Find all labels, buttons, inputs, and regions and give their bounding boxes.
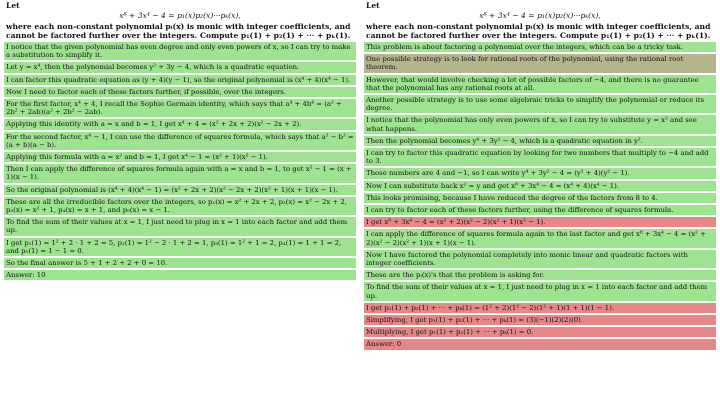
solution-step-correct: Now I need to factor each of these factors further, if possible, over the integers. (4, 87, 356, 97)
solution-step-correct: Now I have factored the polynomial completely into monic linear and quadratic factors with integer coefficients. (364, 250, 716, 268)
solution-step-correct: I can try to factor this quadratic equation by looking for two numbers that multiply to −4 and add to 3. (364, 148, 716, 166)
solution-step-correct: Let y = x⁴, then the polynomial becomes y² + 3y − 4, which is a quadratic equation. (4, 62, 356, 72)
solution-step-correct: However, that would involve checking a lot of possible factors of −4, and there is no guarantee that the polynomial has any rational roots at all. (364, 75, 716, 93)
solution-step-incorrect: Simplifying, I get p₁(1) + p₂(1) + ··· + pₖ(1) = (3)(−1)(2)(2)(0). (364, 315, 716, 325)
solution-step-correct: For the first factor, x⁴ + 4, I recall the Sophie Germain identity, which says that a⁴ + 4b⁴ = (a² + 2b² + 2ab)(a² + 2b² − 2ab). (4, 99, 356, 117)
solution-step-correct: This looks promising, because I have reduced the degree of the factors from 8 to 4. (364, 193, 716, 203)
solution-step-correct: To find the sum of their values at x = 1, I just need to plug in x = 1 into each factor and add them up. (364, 282, 716, 300)
solution-step-correct: I get p₁(1) = 1² + 2 · 1 + 2 = 5, p₂(1) = 1² − 2 · 1 + 2 = 1, p₃(1) = 1² + 1 = 2, p₄(1) = 1 + 1 = 2, and p₅(1) = 1 − 1 = 0. (4, 238, 356, 256)
solution-step-correct: Then I can apply the difference of squares formula again with a = x and b = 1, to get x² − 1 = (x + 1)(x − 1). (4, 164, 356, 182)
solution-step-correct: To find the sum of their values at x = 1, I just need to plug in x = 1 into each factor and add them up. (4, 217, 356, 235)
solution-step-incorrect: I get p₁(1) + p₂(1) + ··· + pₖ(1) = (1² + 2)(1² − 2)(1² + 1)(1 + 1)(1 − 1). (364, 303, 716, 313)
problem-statement (4, 0, 356, 40)
solution-step-correct: I notice that the polynomial has only even powers of x, so I can try to substitute y = x² and see what happens. (364, 115, 716, 133)
problem-text: where each non-constant polynomial pᵢ(x) is monic with integer coefficients, and cannot be factored further over the integers. Compute p₁(1) + p₂(1) + ··· + pₖ(1). (6, 22, 351, 40)
solution-step-correct: Answer: 10 (4, 270, 356, 280)
solution-step-correct: This problem is about factoring a polynomial over the integers, which can be a tricky task. (364, 42, 716, 52)
solution-step-incorrect: Multiplying, I get p₁(1) + p₂(1) + ··· + pₖ(1) = 0. (364, 327, 716, 337)
solution-step-incorrect: Answer: 0 (364, 339, 716, 349)
solution-step-correct: So the original polynomial is (x⁴ + 4)(x⁴ − 1) = (x² + 2x + 2)(x² − 2x + 2)(x² + 1)(x + 1)(x − 1). (4, 185, 356, 195)
right-solution-column (364, 0, 716, 352)
problem-label: Let (6, 1, 20, 10)
solution-step-correct: I can factor this quadratic equation as (y + 4)(y − 1), so the original polynomial is (x⁴ + 4)(x⁴ − 1). (4, 75, 356, 85)
solution-steps (4, 42, 356, 280)
solution-step-correct: So the final answer is 5 + 1 + 2 + 2 + 0 = 10. (4, 258, 356, 268)
solution-steps (364, 42, 716, 350)
problem-equation: x⁸ + 3x⁴ − 4 = p₁(x)p₂(x)···pₖ(x), (119, 11, 241, 20)
solution-step-correct: Applying this identity with a = x and b = 1, I get x⁴ + 4 = (x² + 2x + 2)(x² − 2x + 2). (4, 119, 356, 129)
problem-equation: x⁸ + 3x⁴ − 4 = p₁(x)p₂(x)···pₖ(x), (479, 11, 601, 20)
problem-statement (364, 0, 716, 40)
solution-step-correct: These are all the irreducible factors over the integers, so p₁(x) = x² + 2x + 2, p₂(x) = x² − 2x + 2, p₃(x) = x² + 1, p₄(x) = x + 1, and p₅(x) = x − 1. (4, 197, 356, 215)
problem-label: Let (366, 1, 380, 10)
solution-step-correct: I notice that the given polynomial has even degree and only even powers of x, so I can try to make a substitution to simplify it. (4, 42, 356, 60)
solution-step-correct: I can try to factor each of these factors further, using the difference of squares formula. (364, 205, 716, 215)
solution-step-correct: Those numbers are 4 and −1, so I can write y⁴ + 3y² − 4 = (y² + 4)(y² − 1). (364, 168, 716, 178)
solution-step-correct: For the second factor, x⁴ − 1, I can use the difference of squares formula, which says that a² − b² = (a + b)(a − b). (4, 132, 356, 150)
solution-step-correct: Another possible strategy is to use some algebraic tricks to simplify the polynomial or reduce its degree. (364, 95, 716, 113)
solution-step-correct: Then the polynomial becomes y⁴ + 3y² − 4, which is a quadratic equation in y². (364, 136, 716, 146)
solution-step-incorrect: I get x⁸ + 3x⁴ − 4 = (x² + 2)(x² − 2)(x² + 1)(x² − 1). (364, 217, 716, 227)
solution-step-correct: I can apply the difference of squares formula again to the last factor and get x⁸ + 3x⁴ − 4 = (x² + 2)(x² − 2)(x² + 1)(x + 1)(x − 1). (364, 229, 716, 247)
solution-step-correct: These are the pᵢ(x)'s that the problem is asking for. (364, 270, 716, 280)
solution-step-neutral: One possible strategy is to look for rational roots of the polynomial, using the rational root theorem. (364, 54, 716, 72)
left-solution-column (4, 0, 356, 282)
problem-text: where each non-constant polynomial pᵢ(x) is monic with integer coefficients, and cannot be factored further over the integers. Compute p₁(1) + p₂(1) + ··· + pₖ(1). (366, 22, 711, 40)
solution-step-correct: Now I can substitute back x² = y and get x⁸ + 3x⁴ − 4 = (x⁴ + 4)(x⁴ − 1). (364, 181, 716, 191)
solution-step-correct: Applying this formula with a = x² and b = 1, I get x⁴ − 1 = (x² + 1)(x² − 1). (4, 152, 356, 162)
